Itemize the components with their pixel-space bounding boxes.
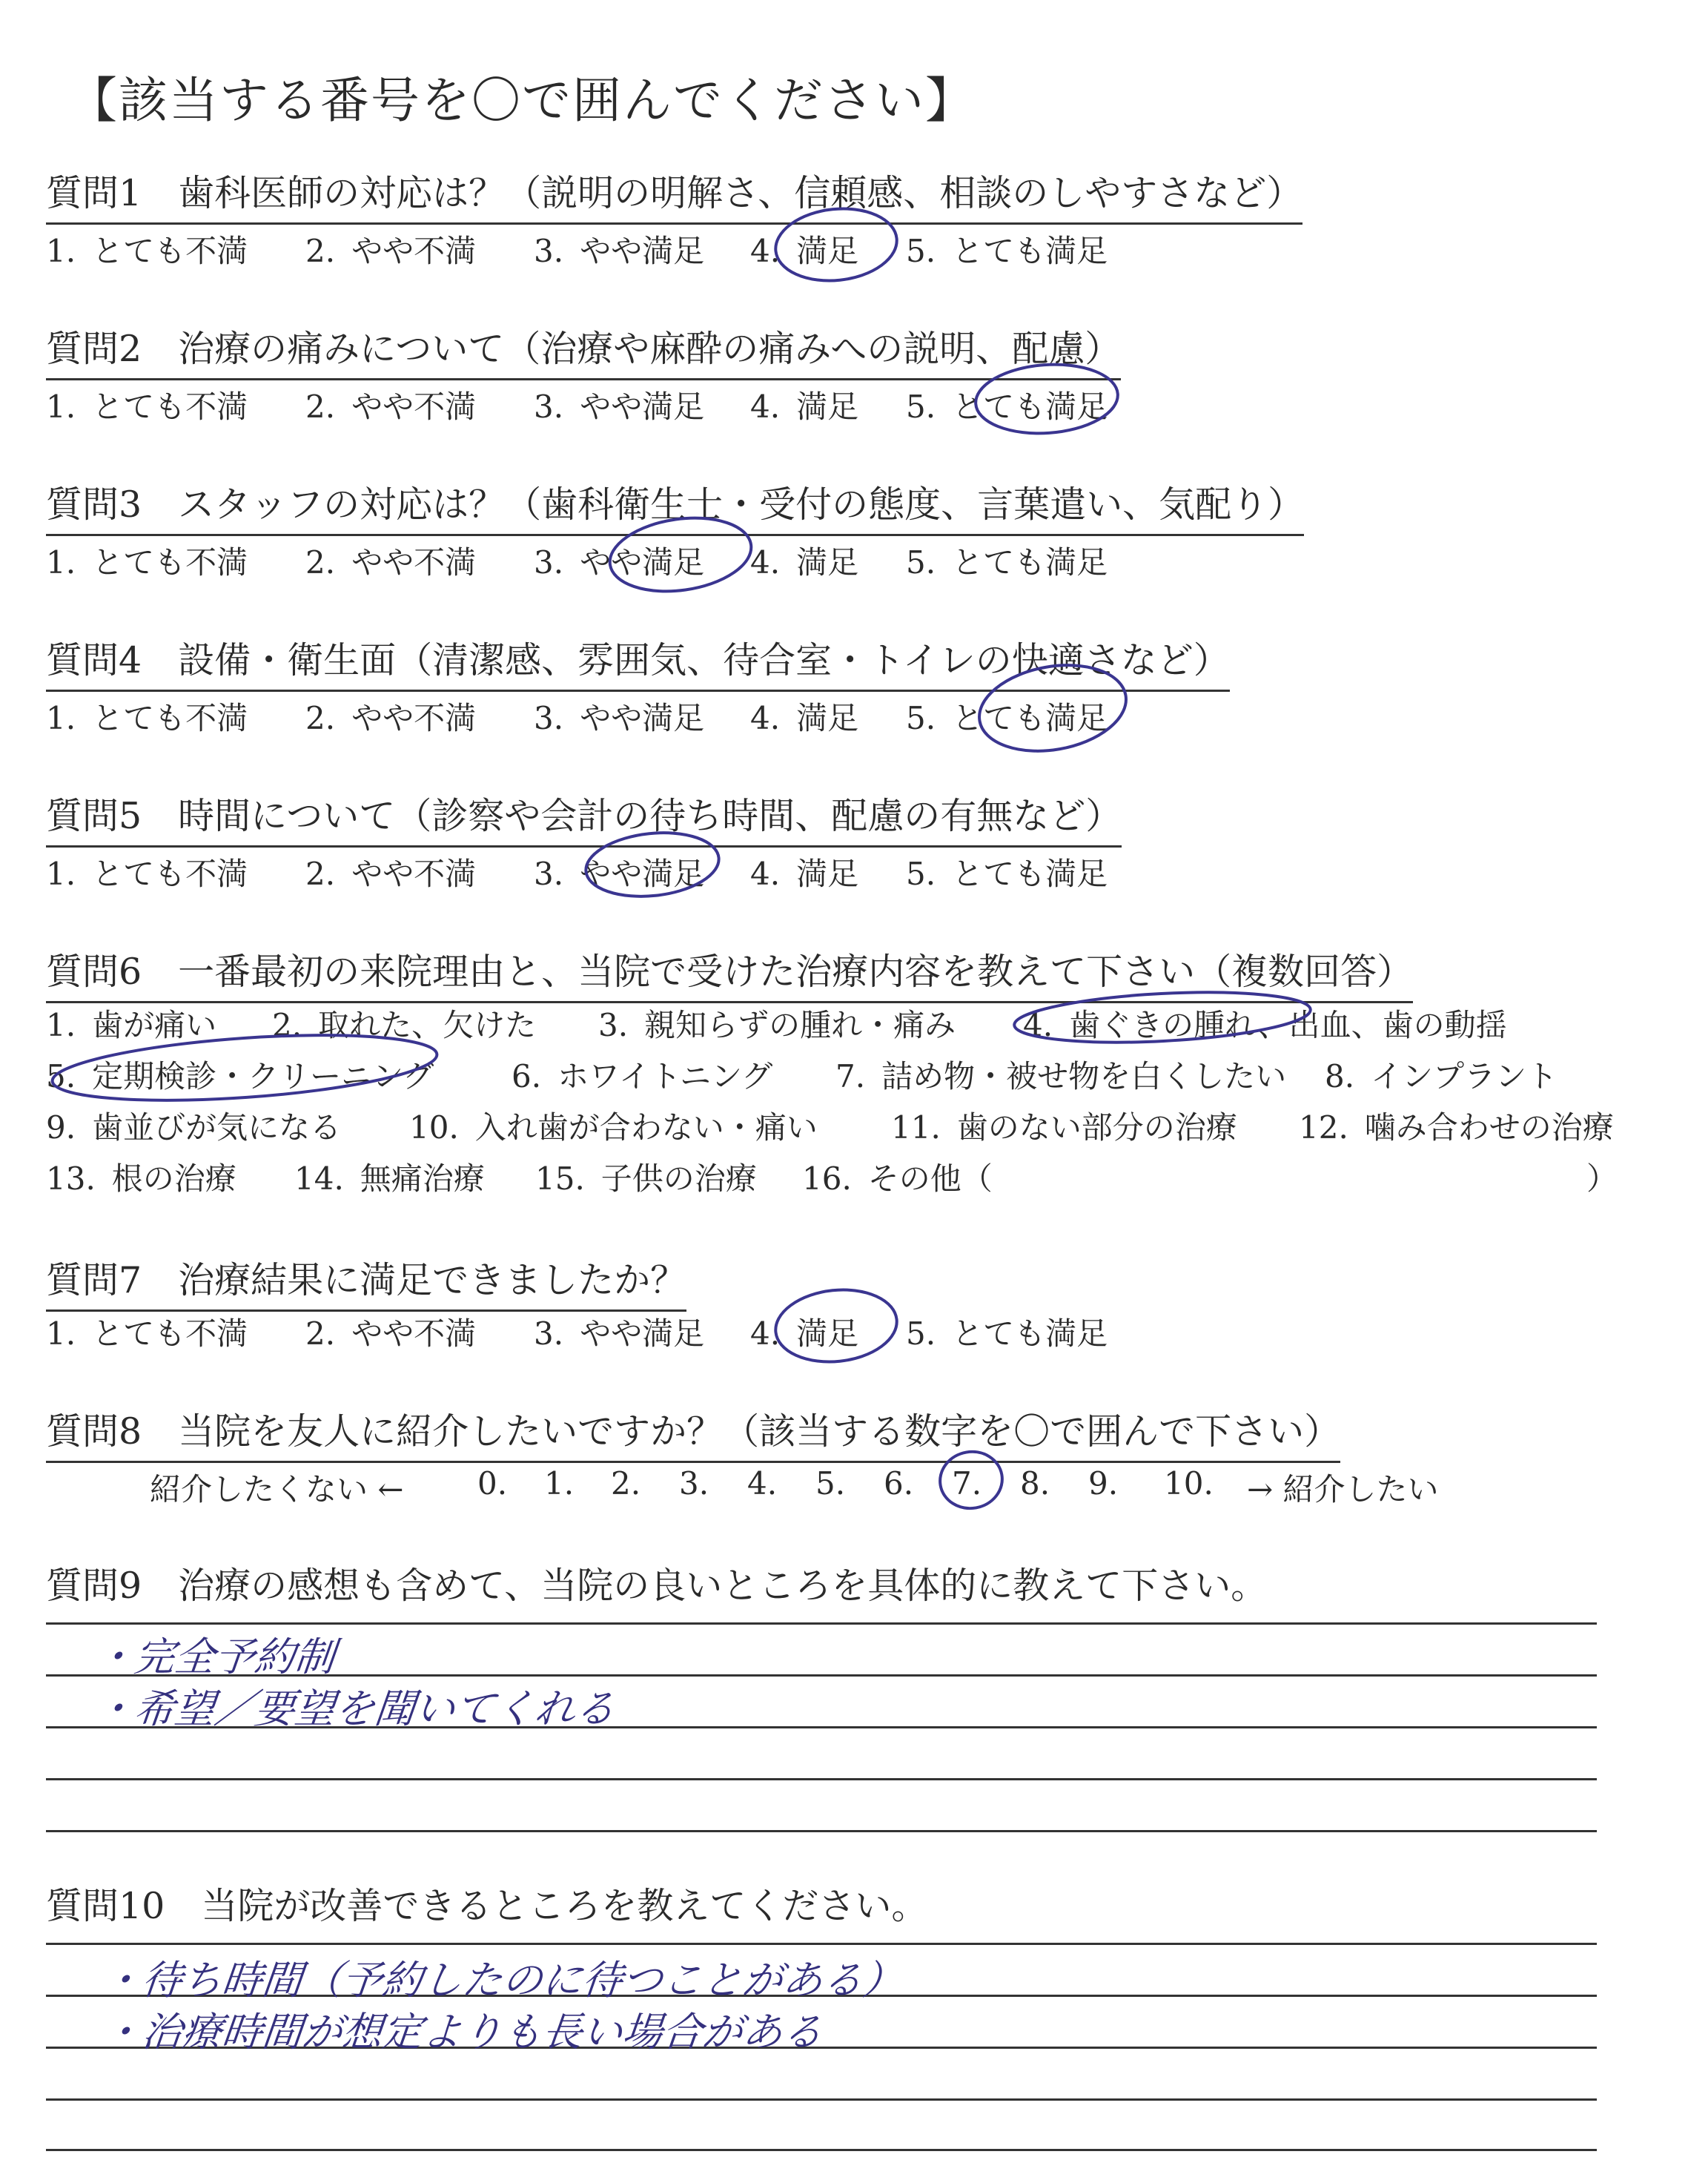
question-7-title: 質問7 治療結果に満足できましたか？ [46, 1252, 686, 1312]
q6-option-2[interactable]: 2. 取れた、欠けた [272, 1007, 537, 1043]
q6-option-8[interactable]: 8. インプラント [1325, 1058, 1558, 1094]
q7-option-1[interactable]: 1. とても不満 [46, 1315, 248, 1352]
question-8 [46, 1403, 1340, 1463]
question-4-title: 質問4 設備・衛生面（清潔感、雰囲気、待合室・トイレの快適さなど） [46, 632, 1230, 692]
q2-option-3[interactable]: 3. やや満足 [534, 389, 705, 425]
answer-line [46, 2098, 1597, 2101]
q6-option-9[interactable]: 9. 歯並びが気になる [46, 1109, 342, 1146]
question-6 [46, 943, 1413, 1003]
q1-option-5[interactable]: 5. とても満足 [906, 233, 1108, 269]
q4-option-3[interactable]: 3. やや満足 [534, 700, 705, 736]
q8-right-label: → 紹介したい [1247, 1471, 1439, 1507]
answer-line [46, 2149, 1597, 2151]
q6-option-3[interactable]: 3. 親知らずの腫れ・痛み [598, 1007, 956, 1043]
q6-option-16[interactable]: 16. その他（ [802, 1160, 993, 1197]
q3-option-2[interactable]: 2. やや不満 [305, 544, 477, 581]
q5-option-4[interactable]: 4. 満足 [750, 856, 859, 892]
q4-option-2[interactable]: 2. やや不満 [305, 700, 477, 736]
question-8-title: 質問8 当院を友人に紹介したいですか？（該当する数字を〇で囲んで下さい） [46, 1403, 1340, 1463]
q7-option-3[interactable]: 3. やや満足 [534, 1315, 705, 1352]
q4-option-5[interactable]: 5. とても満足 [906, 700, 1108, 736]
question-2 [46, 320, 1121, 380]
q6-option-12[interactable]: 12. 噛み合わせの治療 [1299, 1109, 1614, 1146]
q3-option-3[interactable]: 3. やや満足 [534, 544, 705, 581]
q9-answer-1[interactable]: ・完全予約制 [92, 1634, 337, 1680]
q6-option-14[interactable]: 14. 無痛治療 [294, 1160, 485, 1197]
q2-option-4[interactable]: 4. 満足 [750, 389, 859, 425]
answer-line [46, 1622, 1597, 1625]
q7-option-4[interactable]: 4. 満足 [750, 1315, 859, 1352]
q8-scale-3[interactable]: 3. [679, 1465, 709, 1502]
q8-scale-0[interactable]: 0. [477, 1465, 508, 1502]
q5-option-5[interactable]: 5. とても満足 [906, 856, 1108, 892]
question-9 [46, 1557, 1267, 1615]
q8-scale-8[interactable]: 8. [1020, 1465, 1050, 1502]
question-1 [46, 165, 1302, 225]
q8-left-label: 紹介したくない ← [150, 1471, 404, 1507]
q4-option-4[interactable]: 4. 満足 [750, 700, 859, 736]
question-1-title: 質問1 歯科医師の対応は？（説明の明解さ、信頼感、相談のしやすさなど） [46, 165, 1302, 225]
answer-line [46, 1778, 1597, 1780]
q6-other-close: ） [1586, 1160, 1618, 1197]
q7-option-2[interactable]: 2. やや不満 [305, 1315, 477, 1352]
q8-scale-1[interactable]: 1. [544, 1465, 575, 1502]
q6-option-13[interactable]: 13. 根の治療 [46, 1160, 236, 1197]
page-title: 【該当する番号を〇で囲んでください】 [68, 72, 976, 129]
q9-answer-2[interactable]: ・希望／要望を聞いてくれる [92, 1685, 618, 1732]
q1-option-3[interactable]: 3. やや満足 [534, 233, 705, 269]
question-3-title: 質問3 スタッフの対応は？（歯科衛生士・受付の態度、言葉遣い、気配り） [46, 476, 1304, 536]
q7-option-5[interactable]: 5. とても満足 [906, 1315, 1108, 1352]
q5-option-3[interactable]: 3. やや満足 [534, 856, 705, 892]
q2-option-1[interactable]: 1. とても不満 [46, 389, 248, 425]
q3-option-5[interactable]: 5. とても満足 [906, 544, 1108, 581]
q3-option-1[interactable]: 1. とても不満 [46, 544, 248, 581]
q6-option-15[interactable]: 15. 子供の治療 [535, 1160, 757, 1197]
q5-option-2[interactable]: 2. やや不満 [305, 856, 477, 892]
question-4 [46, 632, 1230, 692]
q6-option-4[interactable]: 4. 歯ぐきの腫れ、出血、歯の動揺 [1023, 1007, 1507, 1043]
q6-option-11[interactable]: 11. 歯のない部分の治療 [891, 1109, 1237, 1146]
q6-option-6[interactable]: 6. ホワイトニング [512, 1058, 773, 1094]
q6-option-10[interactable]: 10. 入れ歯が合わない・痛い [409, 1109, 818, 1146]
q8-scale-7[interactable]: 7. [952, 1465, 982, 1502]
q10-answer-2[interactable]: ・治療時間が想定よりも長い場合がある [99, 2009, 825, 2055]
q2-option-2[interactable]: 2. やや不満 [305, 389, 477, 425]
answer-line [46, 1943, 1597, 1945]
q5-option-1[interactable]: 1. とても不満 [46, 856, 248, 892]
question-6-title: 質問6 一番最初の来院理由と、当院で受けた治療内容を教えて下さい（複数回答） [46, 943, 1413, 1003]
q2-option-5[interactable]: 5. とても満足 [906, 389, 1108, 425]
q1-option-1[interactable]: 1. とても不満 [46, 233, 248, 269]
q8-scale-9[interactable]: 9. [1088, 1465, 1119, 1502]
question-7 [46, 1252, 686, 1312]
q1-option-4[interactable]: 4. 満足 [750, 233, 859, 269]
q8-scale-5[interactable]: 5. [815, 1465, 846, 1502]
question-2-title: 質問2 治療の痛みについて（治療や麻酔の痛みへの説明、配慮） [46, 320, 1121, 380]
q8-scale-10[interactable]: 10. [1164, 1465, 1214, 1502]
answer-line [46, 1830, 1597, 1832]
q6-option-1[interactable]: 1. 歯が痛い [46, 1007, 217, 1043]
q10-answer-1[interactable]: ・待ち時間（予約したのに待つことがある） [99, 1957, 905, 2004]
q8-scale-4[interactable]: 4. [747, 1465, 778, 1502]
q4-option-1[interactable]: 1. とても不満 [46, 700, 248, 736]
q8-scale-6[interactable]: 6. [884, 1465, 914, 1502]
q8-scale-2[interactable]: 2. [611, 1465, 641, 1502]
question-9-title: 質問9 治療の感想も含めて、当院の良いところを具体的に教えて下さい。 [46, 1565, 1268, 1607]
question-3 [46, 476, 1304, 536]
q6-option-7[interactable]: 7. 詰め物・被せ物を白くしたい [835, 1058, 1287, 1094]
question-5 [46, 787, 1122, 848]
question-5-title: 質問5 時間について（診察や会計の待ち時間、配慮の有無など） [46, 787, 1122, 848]
question-10-title: 質問10 当院が改善できるところを教えてください。 [46, 1885, 928, 1927]
q6-option-5[interactable]: 5. 定期検診・クリーニング [46, 1058, 434, 1094]
q3-option-4[interactable]: 4. 満足 [750, 544, 859, 581]
q1-option-2[interactable]: 2. やや不満 [305, 233, 477, 269]
question-10 [46, 1877, 927, 1935]
